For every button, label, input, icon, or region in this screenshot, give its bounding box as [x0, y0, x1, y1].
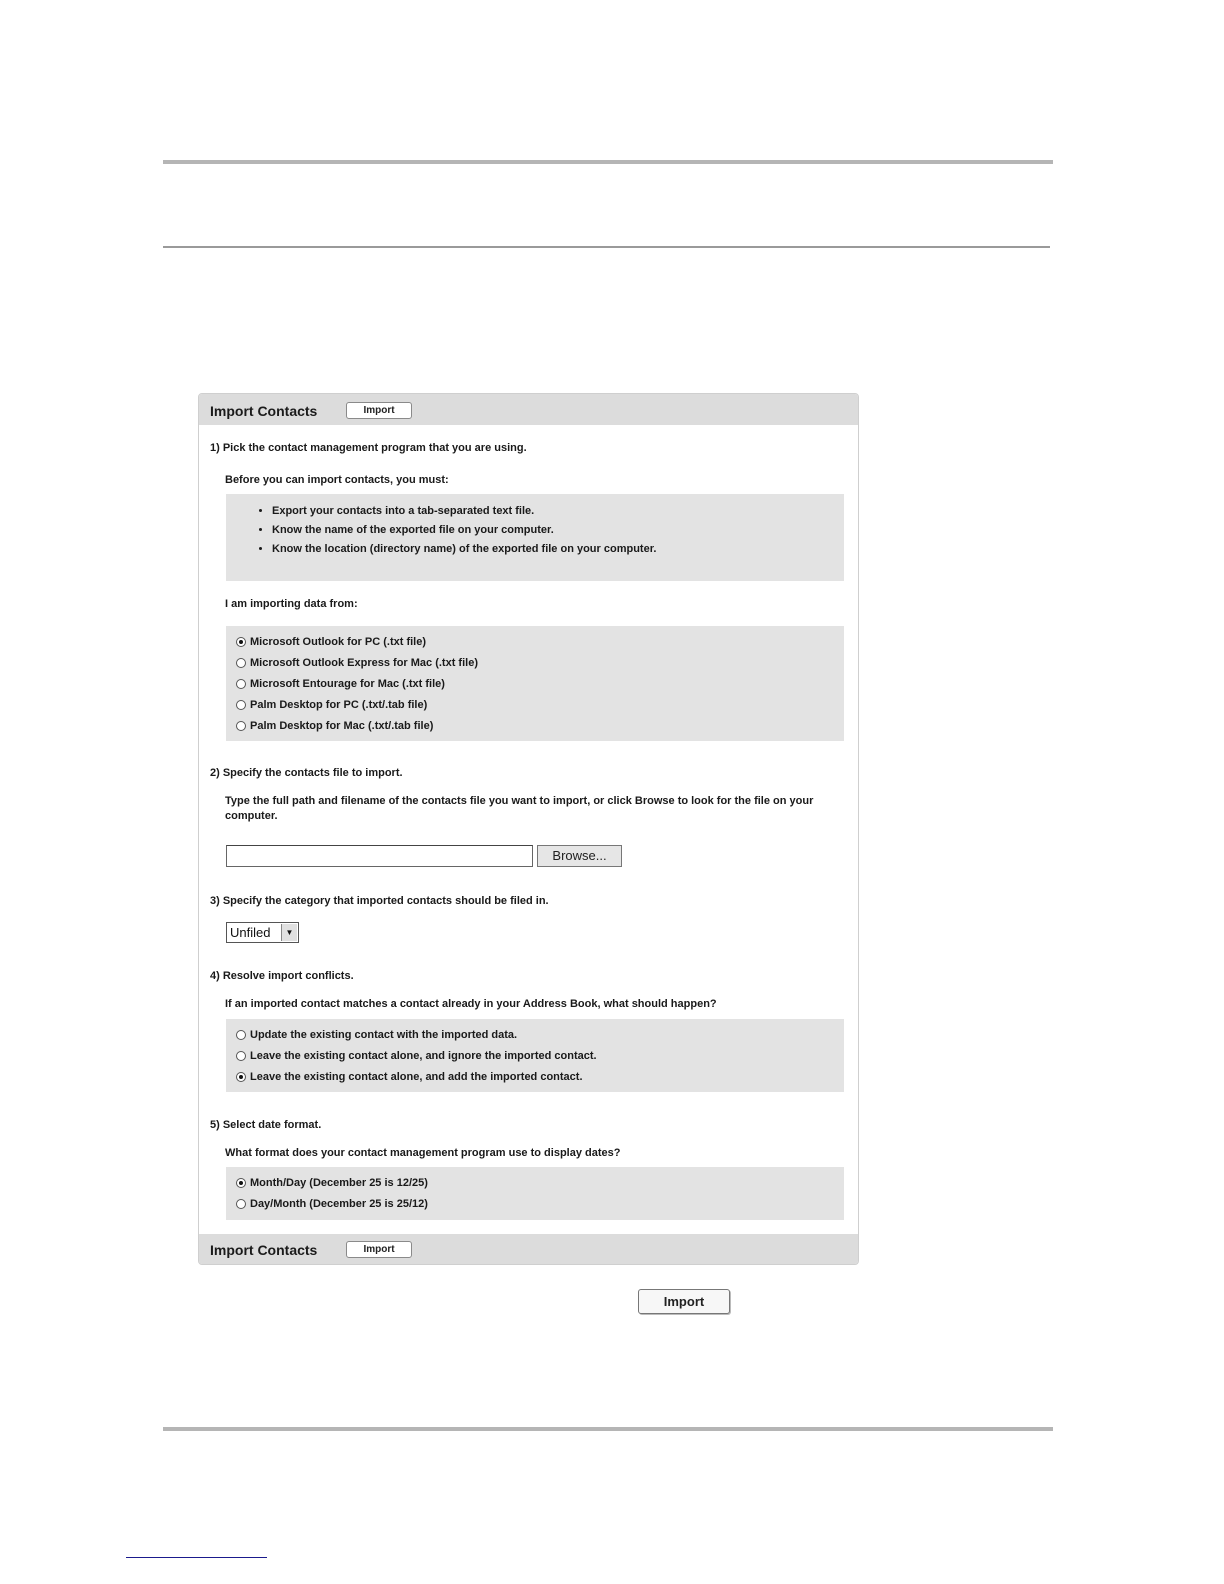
requirement-item: • Know the location (directory name) of the exported file on your computer. [272, 540, 844, 559]
conflict-option-ignore[interactable] [236, 1047, 597, 1065]
step3-heading: 3) Specify the category that imported contacts should be filed in. [210, 895, 549, 907]
source-option-palm-pc[interactable] [236, 696, 427, 714]
top-rule [163, 160, 1053, 164]
source-option-entourage-mac[interactable] [236, 675, 445, 693]
source-option-label: Palm Desktop for Mac (.txt/.tab file) [250, 720, 434, 732]
step5-heading: 5) Select date format. [210, 1119, 322, 1131]
step4-heading: 4) Resolve import conflicts. [210, 970, 354, 982]
radio-button[interactable] [236, 1051, 246, 1061]
radio-button[interactable] [236, 637, 246, 647]
contacts-file-input[interactable] [226, 845, 533, 867]
header-rule [163, 246, 1050, 248]
source-option-label: Microsoft Entourage for Mac (.txt file) [250, 678, 445, 690]
import-button-standalone[interactable]: Import [638, 1289, 730, 1314]
source-option-label: Microsoft Outlook for PC (.txt file) [250, 636, 426, 648]
source-option-palm-mac[interactable] [236, 717, 433, 735]
import-button-bottom[interactable]: Import [346, 1241, 412, 1258]
radio-button[interactable] [236, 1178, 246, 1188]
radio-button[interactable] [236, 1030, 246, 1040]
step1-intro: Before you can import contacts, you must: [225, 474, 449, 486]
panel-footer-bar [199, 1234, 858, 1264]
radio-button[interactable] [236, 700, 246, 710]
radio-button[interactable] [236, 679, 246, 689]
date-format-box [226, 1167, 844, 1220]
chevron-down-icon[interactable]: ▼ [281, 924, 297, 941]
browse-button[interactable]: Browse... [537, 845, 622, 867]
radio-button[interactable] [236, 1072, 246, 1082]
source-option-outlook-express-mac[interactable] [236, 654, 478, 672]
step5-question: What format does your contact management program use to display dates? [225, 1147, 621, 1159]
conflict-option-label: Leave the existing contact alone, and ignore the imported contact. [250, 1050, 597, 1062]
conflict-options-box [226, 1019, 844, 1092]
import-contacts-panel [198, 393, 859, 1265]
source-option-label: Palm Desktop for PC (.txt/.tab file) [250, 699, 428, 711]
radio-button[interactable] [236, 658, 246, 668]
category-select-value: Unfiled [230, 925, 271, 940]
date-format-label: Day/Month (December 25 is 25/12) [250, 1198, 428, 1210]
footer-link-underline [126, 1557, 267, 1558]
panel-title: Import Contacts [210, 403, 318, 419]
bottom-rule [163, 1427, 1053, 1431]
panel-header-bar [199, 394, 858, 425]
requirement-item: • Know the name of the exported file on your computer. [272, 521, 844, 540]
requirements-box [226, 494, 844, 581]
category-select[interactable] [226, 922, 299, 943]
conflict-option-add[interactable] [236, 1068, 583, 1086]
conflict-option-update[interactable] [236, 1026, 517, 1044]
requirements-list [226, 494, 844, 559]
source-option-outlook-pc[interactable] [236, 633, 426, 651]
source-option-label: Microsoft Outlook Express for Mac (.txt file) [250, 657, 478, 669]
panel-footer-title: Import Contacts [210, 1242, 318, 1258]
source-options-box [226, 626, 844, 741]
step2-instructions: Type the full path and filename of the contacts file you want to import, or click Browse to look for the file on your computer. [225, 795, 814, 822]
requirement-item: • Export your contacts into a tab-separated text file. [272, 502, 844, 521]
radio-button[interactable] [236, 721, 246, 731]
date-format-month-day[interactable] [236, 1174, 428, 1192]
date-format-day-month[interactable] [236, 1195, 428, 1213]
source-label: I am importing data from: [225, 598, 358, 610]
import-button-top[interactable]: Import [346, 402, 412, 419]
conflict-option-label: Leave the existing contact alone, and add the imported contact. [250, 1071, 583, 1083]
date-format-label: Month/Day (December 25 is 12/25) [250, 1177, 428, 1189]
radio-button[interactable] [236, 1199, 246, 1209]
conflict-option-label: Update the existing contact with the imported data. [250, 1029, 518, 1041]
step2-heading: 2) Specify the contacts file to import. [210, 767, 403, 779]
step4-question: If an imported contact matches a contact already in your Address Book, what should happen? [225, 998, 717, 1010]
step1-heading: 1) Pick the contact management program that you are using. [210, 442, 527, 454]
